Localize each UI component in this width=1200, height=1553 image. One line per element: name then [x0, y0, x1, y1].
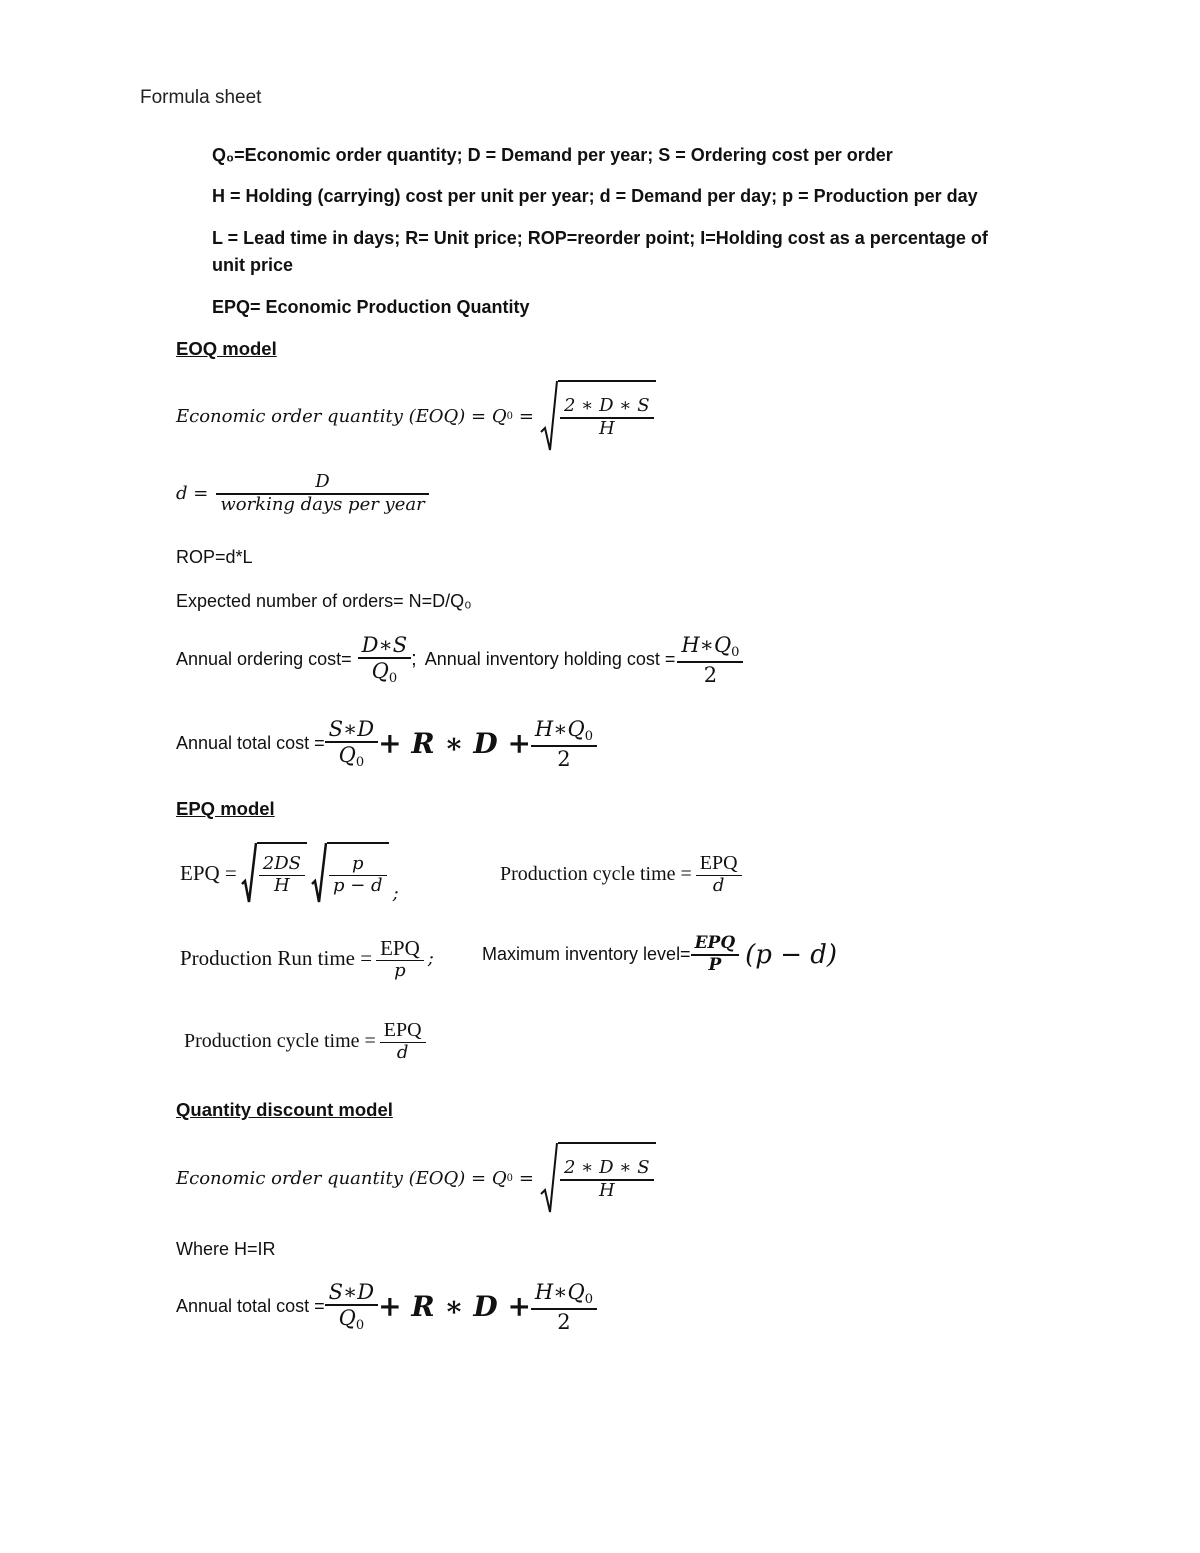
production-run-time-numerator: EPQ	[380, 936, 420, 960]
total-cost-denominator-2: 2	[557, 746, 571, 771]
production-cycle-time-label: Production cycle time =	[500, 862, 692, 885]
qd-total-cost-numerator-1: S∗D	[328, 1280, 375, 1304]
radical-sign-icon	[241, 842, 257, 904]
eoq-lhs: Economic order quantity (EOQ) = Q	[176, 405, 507, 427]
qd-eoq-equals: =	[518, 1167, 534, 1189]
eoq-formula	[176, 380, 656, 452]
ordering-cost-numerator: D∗S	[361, 633, 408, 657]
production-cycle-time-formula-2	[184, 1019, 426, 1064]
maximum-inventory-factor: (p − d)	[745, 939, 838, 970]
annual-ordering-and-holding-cost: Annual ordering cost= $\frac{D∗S}{Q_0}$ ; Annual inventory holding cost = $\frac{H∗Q_0}{2}$	[176, 633, 743, 687]
epq-root2-denominator: p − d	[332, 874, 383, 896]
qd-eoq-formula	[176, 1142, 656, 1214]
qd-total-cost-denominator-1: Q	[338, 1306, 356, 1331]
maximum-inventory-numerator: EPQ	[694, 933, 736, 953]
production-cycle-time-denominator: d	[712, 875, 725, 896]
epq-root2-numerator: p	[352, 852, 364, 874]
epq-square-root-1	[241, 842, 307, 904]
epq-root1-denominator: H	[274, 874, 290, 896]
qd-eoq-denominator: H	[598, 1180, 615, 1201]
eoq-denominator: H	[598, 418, 615, 439]
document-title: Formula sheet	[140, 87, 262, 108]
qd-total-cost-label: Annual total cost =	[176, 1296, 325, 1317]
total-cost-numerator-2: H∗Q	[534, 717, 585, 741]
epq-root1-numerator: 2DS	[262, 852, 301, 874]
where-h-equals-ir: Where H=IR	[176, 1239, 276, 1259]
expected-orders-formula: Expected number of orders= N=D/Q₀	[176, 591, 472, 611]
radical-sign-icon	[311, 842, 327, 904]
quantity-discount-model-heading: Quantity discount model	[176, 1099, 393, 1120]
production-run-time-label: Production Run time =	[180, 946, 373, 971]
eoq-numerator: 2 ∗ D ∗ S	[564, 395, 650, 417]
definition-line-3-continued: unit price	[212, 255, 294, 275]
radical-sign-icon	[540, 1142, 558, 1214]
annual-total-cost-qd: Annual total cost = $\frac{S∗D}{Q_0}$ + R ∗ D + $\frac{H∗Q_0}{2}$	[176, 1280, 597, 1334]
eoq-lhs-subscript: 0	[506, 410, 513, 422]
maximum-inventory-level-formula	[482, 934, 837, 975]
holding-cost-numerator: H∗Q	[681, 633, 732, 657]
production-cycle-time-2-label: Production cycle time =	[184, 1029, 376, 1052]
daily-demand-numerator: D	[315, 471, 330, 492]
qd-eoq-lhs-subscript: 0	[506, 1172, 513, 1184]
eoq-square-root	[540, 380, 656, 452]
definition-line-3: L = Lead time in days; R= Unit price; ROP=reorder point; I=Holding cost as a percentage of	[212, 228, 988, 248]
eoq-model-heading: EOQ model	[176, 338, 277, 359]
ordering-cost-denominator: Q	[371, 659, 389, 684]
definition-line-2: H = Holding (carrying) cost per unit per year; d = Demand per day; p = Production per day	[212, 186, 978, 206]
qd-total-cost-numerator-2: H∗Q	[534, 1280, 585, 1304]
maximum-inventory-denominator: P	[708, 954, 722, 975]
daily-demand-denominator: working days per year	[220, 493, 425, 515]
qd-total-cost-middle-terms: + R ∗ D +	[378, 1290, 531, 1324]
definition-line-4: EPQ= Economic Production Quantity	[212, 297, 530, 317]
epq-lhs: EPQ =	[180, 860, 237, 885]
qd-eoq-square-root	[540, 1142, 656, 1214]
radical-sign-icon	[540, 380, 558, 452]
production-run-time-denominator: p	[394, 960, 406, 982]
maximum-inventory-label: Maximum inventory level=	[482, 944, 691, 965]
semicolon: ;	[411, 648, 417, 671]
run-time-semicolon: ;	[427, 948, 434, 970]
total-cost-denominator-1: Q	[338, 743, 356, 768]
epq-formula	[180, 842, 399, 904]
eoq-equals: =	[518, 405, 534, 427]
holding-cost-label: Annual inventory holding cost =	[424, 649, 676, 670]
qd-total-cost-denominator-2: 2	[557, 1309, 571, 1334]
annual-total-cost-eoq: Annual total cost = $\frac{S∗D}{Q_0}$ + R ∗ D + $\frac{H∗Q_0}{2}$	[176, 717, 597, 771]
production-cycle-time-2-denominator: d	[396, 1042, 409, 1063]
production-cycle-time-formula	[500, 852, 742, 897]
holding-cost-denominator: 2	[703, 662, 718, 687]
epq-semicolon: ;	[392, 883, 399, 904]
daily-demand-formula	[176, 472, 429, 515]
production-cycle-time-2-numerator: EPQ	[383, 1019, 422, 1041]
epq-square-root-2	[311, 842, 389, 904]
total-cost-numerator-1: S∗D	[328, 717, 375, 741]
ordering-cost-label: Annual ordering cost=	[176, 649, 352, 670]
definition-line-1: Q₀=Economic order quantity; D = Demand per year; S = Ordering cost per order	[212, 145, 893, 165]
rop-formula: ROP=d*L	[176, 547, 253, 567]
qd-eoq-lhs: Economic order quantity (EOQ) = Q	[176, 1167, 507, 1189]
epq-model-heading: EPQ model	[176, 798, 275, 819]
qd-eoq-numerator: 2 ∗ D ∗ S	[564, 1157, 650, 1179]
total-cost-middle-terms: + R ∗ D +	[378, 727, 531, 761]
total-cost-label: Annual total cost =	[176, 733, 325, 754]
production-run-time-formula	[180, 936, 434, 982]
production-cycle-time-numerator: EPQ	[699, 852, 738, 874]
daily-demand-lhs: d =	[176, 483, 209, 505]
